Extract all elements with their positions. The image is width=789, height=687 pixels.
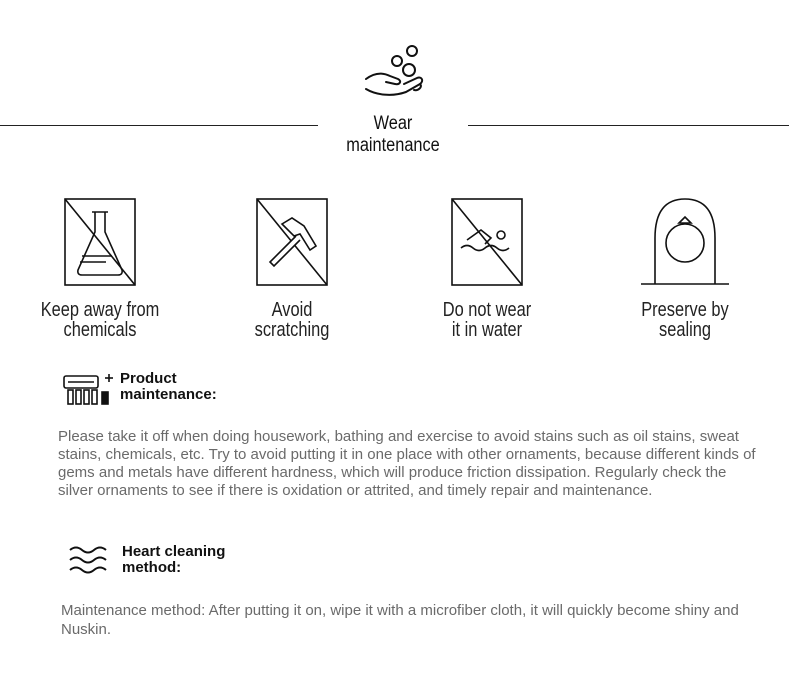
care-label: Avoid scratching	[254, 299, 330, 341]
heart-cleaning-title: Heart cleaning method:	[122, 543, 226, 576]
care-label: Do not wear it in water	[442, 299, 532, 341]
care-item-chemicals	[25, 198, 175, 340]
waves-icon	[66, 544, 126, 584]
heart-cleaning-text: Maintenance method: After putting it on, wipe it with a microfiber cloth, it will quickly become shiny and Nuskin.	[61, 602, 739, 638]
no-swimming-icon	[451, 198, 523, 288]
care-item-sealing	[610, 198, 760, 340]
header-divider-right	[468, 125, 789, 126]
care-label: Preserve by sealing	[641, 299, 729, 341]
page-title: Wear maintenance	[346, 113, 440, 156]
no-chemicals-icon	[64, 198, 136, 288]
header-divider-left	[0, 125, 318, 126]
faucet-bottles-icon	[58, 370, 118, 410]
no-hammer-icon	[256, 198, 328, 288]
product-maintenance-title: Product maintenance:	[120, 370, 217, 403]
sealed-bag-icon	[637, 198, 733, 288]
care-item-scratching	[217, 198, 367, 340]
product-maintenance-text: Please take it off when doing housework, bathing and exercise to avoid stains such as oil stains, sweat stains, chemicals, etc. Try to avoid putting it in one place with other ornaments, because different kinds of gems and metals have different hardness, which will produce friction dissipation. Regularly check the silver ornaments to see if there is oxidation or attrited, and timely repair and maintenance.	[58, 428, 756, 499]
care-label: Keep away from chemicals	[40, 299, 160, 341]
care-item-water	[412, 198, 562, 340]
hand-with-pearls-icon	[362, 43, 428, 99]
